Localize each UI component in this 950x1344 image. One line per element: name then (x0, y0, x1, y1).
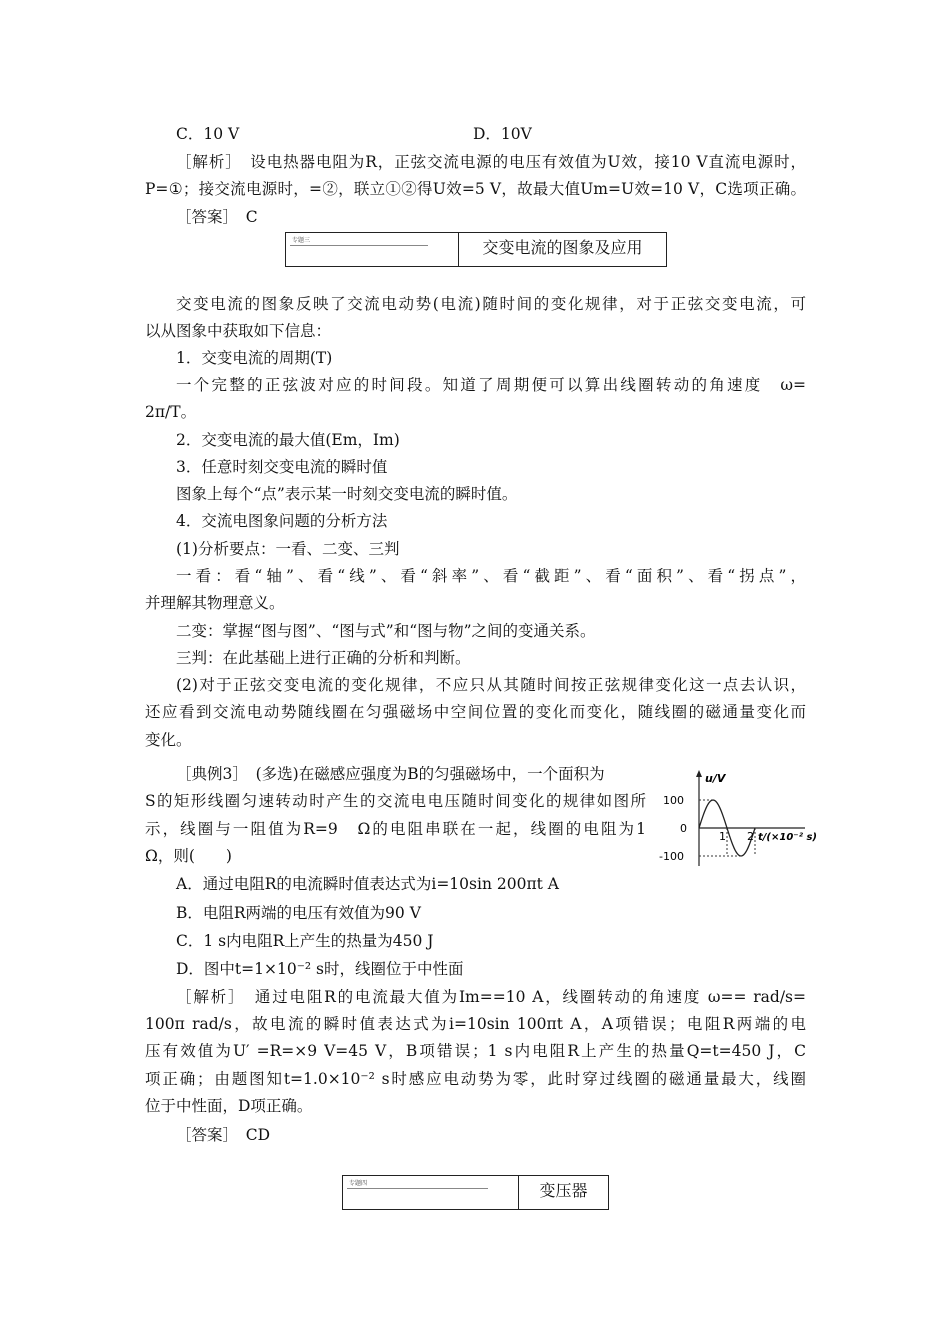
text-line: C．10 V (176, 125, 240, 143)
y-tick-top: 100 (663, 794, 684, 807)
y-axis-label: u/V (705, 772, 726, 785)
text-line: 一个完整的正弦波对应的时间段。知道了周期便可以算出线圈转动的角速度 ω= (176, 376, 806, 394)
text-line: C．1 s内电阻R上产生的热量为450 J (176, 932, 434, 950)
x-tick-2: 2 (747, 830, 754, 843)
text-line: (1)分析要点：一看、二变、三判 (176, 540, 400, 558)
topic-label: 专题三 (292, 237, 311, 244)
text-line: 1．交变电流的周期(T) (176, 349, 333, 367)
text-line: 4．交流电图象问题的分析方法 (176, 512, 388, 530)
text-line: 示，线圈与一阻值为R=9 Ω的电阻串联在一起，线圈的电阻为1 (145, 820, 646, 838)
text-line: B．电阻R两端的电压有效值为90 V (176, 904, 421, 922)
text-line: 2．交变电流的最大值(Em，Im) (176, 431, 400, 449)
text-line: ［典例3］ (多选)在磁感应强度为B的匀强磁场中，一个面积为 (176, 765, 605, 783)
text-line: Ω，则( ) (145, 847, 232, 865)
text-line: 一看：看“轴”、看“线”、看“斜率”、看“截距”、看“面积”、看“拐点”， (176, 567, 806, 585)
text-line: P=①；接交流电源时，=②，联立①②得U效=5 V，故最大值Um=U效=10 V，C选项正确。 (145, 180, 806, 198)
text-line: 还应看到交流电动势随线圈在匀强磁场中空间位置的变化而变化，随线圈的磁通量变化而 (145, 703, 806, 721)
y-tick-bottom: -100 (659, 850, 684, 863)
text-line: 2π/T。 (145, 403, 197, 421)
origin-label: 0 (680, 822, 687, 835)
topic-label-box (286, 233, 459, 266)
text-line: 交变电流的图象反映了交流电动势(电流)随时间的变化规律，对于正弦交变电流，可 (176, 295, 806, 313)
text-line: 压有效值为U′ =R=×9 V=45 V，B项错误；1 s内电阻R上产生的热量Q=t=450 J，C (145, 1042, 806, 1060)
x-tick-1: 1 (719, 830, 726, 843)
text-line: 二变：掌握“图与图”、“图与式”和“图与物”之间的变通关系。 (176, 622, 596, 640)
text-line: 变化。 (145, 731, 192, 749)
text-line: 位于中性面，D项正确。 (145, 1097, 313, 1115)
topic-label: 专题四 (349, 1180, 368, 1187)
text-line: 3．任意时刻交变电流的瞬时值 (176, 458, 388, 476)
text-line: 100π rad/s，故电流的瞬时值表达式为i=10sin 100πt A，A项错误；电阻R两端的电 (145, 1015, 806, 1033)
text-line: ［解析］ 设电热器电阻为R，正弦交流电源的电压有效值为U效，接10 V直流电源时， (176, 153, 806, 171)
topic-label-box (343, 1176, 519, 1209)
text-line: D．10V (473, 125, 532, 143)
text-line: (2)对于正弦交变电流的变化规律，不应只从其随时间按正弦规律变化这一点去认识， (176, 676, 806, 694)
x-axis-label: t/(×10⁻² s) (758, 832, 817, 843)
voltage-time-graph (655, 768, 817, 868)
text-line: 以从图象中获取如下信息： (145, 322, 332, 340)
y-axis-arrow (696, 770, 702, 777)
text-line: ［答案］ CD (176, 1126, 271, 1144)
text-line: 图象上每个“点”表示某一时刻交变电流的瞬时值。 (176, 485, 518, 503)
text-line: D．图中t=1×10⁻² s时，线圈位于中性面 (176, 960, 464, 978)
text-line: S的矩形线圈匀速转动时产生的交流电电压随时间变化的规律如图所 (145, 792, 646, 810)
text-line: 三判：在此基础上进行正确的分析和判断。 (176, 649, 471, 667)
topic-title: 变压器 (539, 1181, 588, 1200)
topic-heading-3 (285, 232, 667, 267)
text-line: 并理解其物理意义。 (145, 594, 285, 612)
text-line: ［解析］ 通过电阻R的电流最大值为Im==10 A，线圈转动的角速度 ω== rad/s= (176, 988, 806, 1006)
text-line: A．通过电阻R的电流瞬时值表达式为i=10sin 200πt A (176, 875, 559, 893)
topic-title: 交变电流的图象及应用 (482, 238, 643, 257)
text-line: ［答案］ C (176, 208, 258, 226)
topic-heading-4 (342, 1175, 609, 1210)
text-line: 项正确；由题图知t=1.0×10⁻² s时感应电动势为零，此时穿过线圈的磁通量最大，线圈 (145, 1070, 806, 1088)
